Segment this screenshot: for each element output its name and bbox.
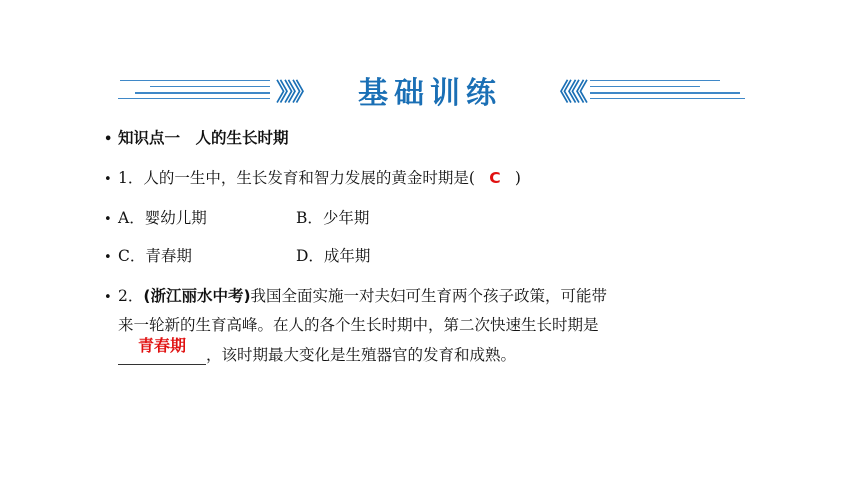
double-arrow-right-icon: 》》》 [276,78,312,106]
q2-line-1: 我国全面实施一对夫妇可生育两个孩子政策，可能带 [250,287,608,305]
q2-line-3: ，该时期最大变化是生殖器官的发育和成熟。 [206,346,517,364]
q1-option-a: A．婴幼儿期 [118,209,207,227]
banner-line [590,98,745,99]
banner-line [150,86,270,87]
section-heading-text: 知识点一 人的生长时期 [118,129,289,147]
question-2-line-3 [118,336,517,365]
banner-line [590,92,740,94]
q1-stem-suffix: ) [514,169,521,187]
banner-title: 基础训练 [358,76,502,111]
bullet-icon: • [104,250,112,265]
double-arrow-left-icon: 《《《 [548,78,584,106]
section-heading [104,128,289,150]
q1-options-row-2 [104,246,371,268]
banner-line [118,98,270,99]
section-banner [0,0,860,120]
banner-line [120,80,270,81]
banner-line [590,80,720,81]
question-1 [104,168,521,190]
q2-answer: 青春期 [137,336,186,355]
q2-number: 2． [118,287,144,305]
q1-option-b: B．少年期 [296,209,370,227]
bullet-icon: • [104,172,112,187]
q1-option-c: C．青春期 [118,247,192,265]
q2-source: (浙江丽水中考) [143,287,251,305]
banner-line [135,92,270,94]
bullet-icon: • [104,132,113,147]
banner-line [590,86,700,87]
bullet-icon: • [104,212,112,227]
bullet-icon: • [104,290,112,305]
q1-answer: C [489,169,501,187]
q1-options-row-1 [104,208,370,230]
question-2-line-1 [104,286,607,308]
q2-answer-blank [118,336,206,365]
q1-option-d: D．成年期 [296,247,371,265]
q1-stem-prefix: 1．人的一生中，生长发育和智力发展的黄金时期是( [118,169,475,187]
question-2-line-2 [118,315,599,335]
q2-line-2: 来一轮新的生育高峰。在人的各个生长时期中，第二次快速生长时期是 [118,316,599,334]
